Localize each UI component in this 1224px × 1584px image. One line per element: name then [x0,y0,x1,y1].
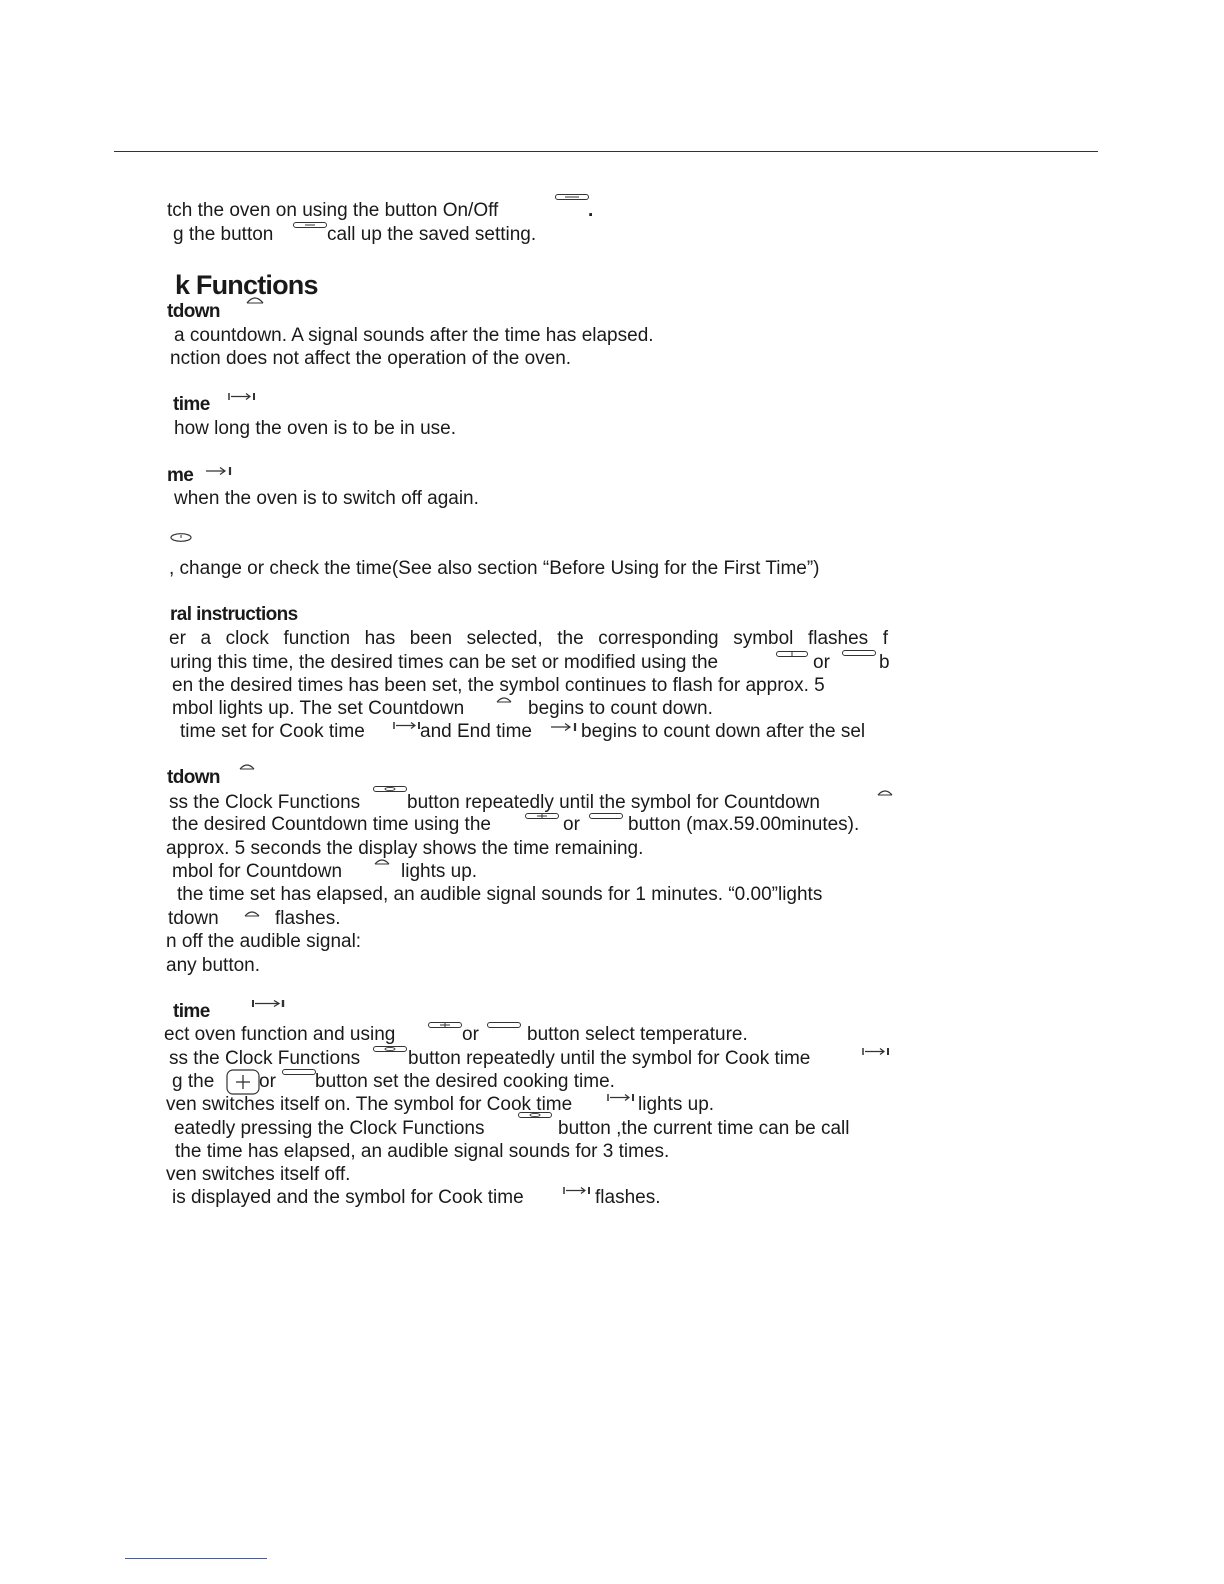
minus-button-icon [487,1022,521,1028]
cook-time-icon [228,392,256,401]
countdown-bell-icon [876,789,894,796]
countdown-desc-2: nction does not affect the operation of the oven. [170,348,572,369]
section-title: k Functions [175,270,318,300]
general-line-1: er a clock function has been selected, the corresponding symbol flashes f [169,628,888,649]
header-rule [114,151,1098,152]
plus-button-icon [776,651,808,657]
cook-time-icon [563,1186,591,1195]
clock-functions-button-icon [518,1112,552,1118]
general-line-5a: time set for Cook time [180,721,365,742]
general-line-2a: uring this time, the desired times can be set or modified using the [170,652,719,673]
cooktime-line-8b: flashes. [595,1187,661,1208]
cooktime-section-heading: time [173,1001,210,1022]
cooktime-line-7: ven switches itself off. [166,1164,351,1185]
countdown-line-1a: ss the Clock Functions [169,792,361,813]
plus-button-icon [226,1069,260,1095]
end-time-icon [205,466,233,476]
cook-time-heading: time [173,394,210,415]
cooktime-line-1c: button select temperature. [527,1024,748,1045]
countdown-bell-icon [373,858,391,865]
plus-button-icon [428,1022,462,1028]
minus-button-icon [842,650,876,656]
cooktime-line-2b: button repeatedly until the symbol for Cook time [408,1048,811,1069]
countdown-line-4a: mbol for Countdown [172,861,343,882]
on-off-button-icon [555,194,589,200]
general-heading: ral instructions [170,604,298,625]
cooktime-line-4a: ven switches itself on. The symbol for Cook time [166,1094,573,1115]
cooktime-line-2a: ss the Clock Functions [169,1048,361,1069]
plus-button-icon [525,813,559,819]
general-line-5c: begins to count down after the sel [581,721,866,742]
cooktime-line-3c: button set the desired cooking time. [315,1071,615,1092]
recall-button-icon [293,222,327,228]
cook-time-icon [393,721,421,730]
intro-line-1: tch the oven on using the button On/Off [167,200,499,221]
intro-line-2b: call up the saved setting. [327,224,537,245]
cooktime-line-1b: or [462,1024,479,1045]
cooktime-line-5b: button ,the current time can be call [558,1118,850,1139]
general-line-4b: begins to count down. [528,698,713,719]
countdown-line-2a: the desired Countdown time using the [172,814,491,835]
cooktime-line-3b: or [259,1071,276,1092]
countdown-line-1b: button repeatedly until the symbol for Countdown [407,792,820,813]
countdown-section-heading: tdown [167,767,220,788]
clock-functions-button-icon [373,1046,407,1052]
intro-period: . [588,200,594,221]
cooktime-line-3a: g the [172,1071,215,1092]
cook-time-icon [607,1093,635,1102]
minus-button-icon [589,813,623,819]
end-time-heading: me [167,465,194,486]
cook-time-icon [252,999,286,1008]
clock-functions-button-icon [373,786,407,792]
countdown-bell-icon [495,696,513,703]
end-time-icon [550,722,578,732]
countdown-line-6b: flashes. [275,908,341,929]
countdown-bell-icon [245,296,265,304]
end-time-desc: when the oven is to switch off again. [174,488,479,509]
cooktime-line-1a: ect oven function and using [164,1024,396,1045]
countdown-line-7: n off the audible signal: [166,931,362,952]
countdown-bell-icon [243,910,261,917]
cook-time-icon [862,1047,890,1056]
cooktime-line-8a: is displayed and the symbol for Cook time [172,1187,524,1208]
countdown-line-4b: lights up. [401,861,478,882]
cook-time-desc: how long the oven is to be in use. [174,418,457,439]
footer-link-underline [125,1558,267,1559]
cooktime-line-4b: lights up. [638,1094,715,1115]
clock-icon [170,533,192,542]
countdown-line-6a: tdown [168,908,219,929]
countdown-line-2c: button (max.59.00minutes). [628,814,860,835]
countdown-line-3: approx. 5 seconds the display shows the time remaining. [166,838,644,859]
countdown-line-5: the time set has elapsed, an audible signal sounds for 1 minutes. “0.00”lights [177,884,823,905]
countdown-bell-icon [238,763,256,770]
minus-button-icon [282,1069,316,1075]
cooktime-line-5a: eatedly pressing the Clock Functions [174,1118,485,1139]
countdown-desc-1: a countdown. A signal sounds after the time has elapsed. [174,325,654,346]
general-line-3: en the desired times has been set, the symbol continues to flash for approx. 5 [172,675,825,696]
general-line-5b: and End time [420,721,532,742]
time-of-day-desc: , change or check the time(See also section “Before Using for the First Time”) [169,558,820,579]
intro-line-2a: g the button [173,224,274,245]
countdown-line-2b: or [563,814,580,835]
general-line-2b: or [813,652,830,673]
countdown-heading: tdown [167,301,220,322]
cooktime-line-6: the time has elapsed, an audible signal sounds for 3 times. [175,1141,670,1162]
countdown-line-8: any button. [166,955,261,976]
general-line-2c: b [879,652,890,673]
general-line-4a: mbol lights up. The set Countdown [172,698,465,719]
